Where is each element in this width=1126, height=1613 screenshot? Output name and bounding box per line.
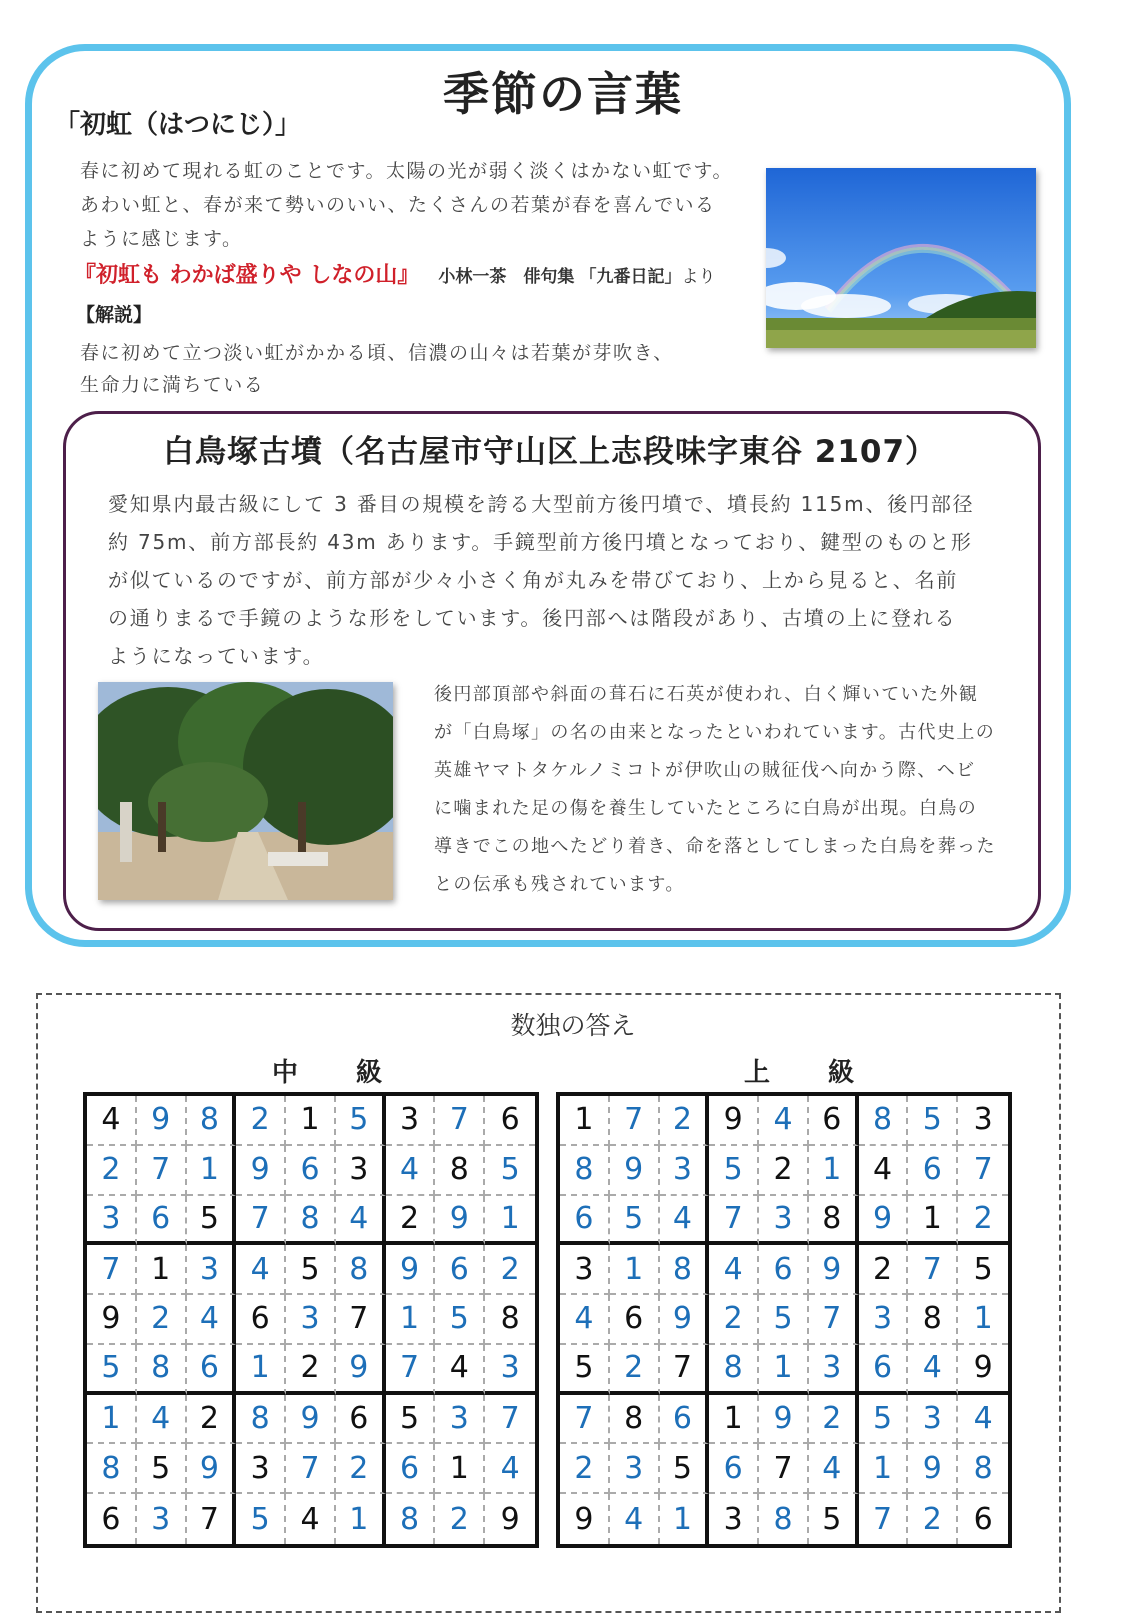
- sudoku-cell: 5: [958, 1245, 1008, 1295]
- kofun-right-line: に噛まれた足の傷を養生していたところに白鳥が出現。白鳥の: [434, 798, 978, 819]
- sudoku-cell: 6: [187, 1345, 237, 1395]
- sudoku-cell: 5: [759, 1295, 809, 1345]
- sudoku-cell: 3: [485, 1345, 535, 1395]
- sudoku-cell: 3: [709, 1494, 759, 1544]
- sudoku-cell: 2: [137, 1295, 187, 1345]
- description-line: あわい虹と、春が来て勢いのいい、たくさんの若葉が春を喜んでいる: [80, 194, 716, 216]
- sudoku-cell: 3: [286, 1295, 336, 1345]
- sudoku-cell: 5: [610, 1196, 660, 1246]
- sudoku-cell: 4: [87, 1096, 137, 1146]
- sudoku-cell: 8: [336, 1245, 386, 1295]
- sudoku-cell: 2: [286, 1345, 336, 1395]
- sudoku-cell: 6: [336, 1395, 386, 1445]
- sudoku-cell: 9: [859, 1196, 909, 1246]
- sudoku-level-label: 上 級: [744, 1058, 871, 1088]
- sudoku-cell: 3: [859, 1295, 909, 1345]
- kofun-line: の通りまるで手鏡のような形をしています。後円部へは階段があり、古墳の上に登れる: [108, 606, 957, 630]
- sudoku-cell: 9: [809, 1245, 859, 1295]
- sudoku-cell: 7: [236, 1196, 286, 1246]
- sudoku-cell: 7: [286, 1444, 336, 1494]
- sudoku-cell: 1: [958, 1295, 1008, 1345]
- description-line: ように感じます。: [80, 228, 243, 250]
- sudoku-cell: 4: [187, 1295, 237, 1345]
- sudoku-cell: 5: [236, 1494, 286, 1544]
- sudoku-cell: 4: [809, 1444, 859, 1494]
- sudoku-cell: 7: [386, 1345, 436, 1395]
- sudoku-cell: 4: [386, 1146, 436, 1196]
- sudoku-cell: 8: [610, 1395, 660, 1445]
- sudoku-cell: 6: [560, 1196, 610, 1246]
- sudoku-cell: 3: [386, 1096, 436, 1146]
- sudoku-cell: 9: [908, 1444, 958, 1494]
- sudoku-cell: 1: [759, 1345, 809, 1395]
- sudoku-cell: 2: [958, 1196, 1008, 1246]
- sudoku-grid-intermediate: [83, 1092, 539, 1548]
- haiku-author: 小林一茶 俳句集: [438, 267, 575, 287]
- sudoku-cell: 9: [958, 1345, 1008, 1395]
- sudoku-cell: 5: [560, 1345, 610, 1395]
- sudoku-cell: 9: [187, 1444, 237, 1494]
- sudoku-cell: 9: [435, 1196, 485, 1246]
- sudoku-cell: 2: [908, 1494, 958, 1544]
- sudoku-cell: 3: [610, 1444, 660, 1494]
- sudoku-cell: 1: [286, 1096, 336, 1146]
- sudoku-cell: 3: [87, 1196, 137, 1246]
- sudoku-title: 数独の答え: [510, 1011, 636, 1040]
- sudoku-cell: 5: [286, 1245, 336, 1295]
- sudoku-cell: 1: [336, 1494, 386, 1544]
- sudoku-cell: 1: [809, 1146, 859, 1196]
- sudoku-cell: 8: [859, 1096, 909, 1146]
- sudoku-cell: 2: [236, 1096, 286, 1146]
- kofun-right-line: との伝承も残されています。: [434, 874, 685, 895]
- sudoku-cell: 5: [485, 1146, 535, 1196]
- kofun-line: ようになっています。: [108, 644, 325, 668]
- sudoku-cell: 5: [809, 1494, 859, 1544]
- kofun-right-line: が「白鳥塚」の名の由来となったといわれています。古代史上の: [434, 722, 996, 743]
- kofun-right-line: 英雄ヤマトタケルノミコトが伊吹山の賊征伐へ向かう際、ヘビ: [434, 760, 976, 781]
- haiku-source: [580, 267, 716, 287]
- sudoku-cell: 1: [709, 1395, 759, 1445]
- haiku-text: 『初虹も わかば盛りや しなの山』: [74, 263, 420, 288]
- description-line: 春に初めて現れる虹のことです。太陽の光が弱く淡くはかない虹です。: [80, 160, 733, 182]
- kaisetsu-label: 【解説】: [76, 304, 153, 326]
- sudoku-cell: 1: [908, 1196, 958, 1246]
- sudoku-cell: 6: [137, 1196, 187, 1246]
- sudoku-cell: 4: [610, 1494, 660, 1544]
- haiku-source-suffix: より: [681, 267, 716, 287]
- sudoku-cell: 2: [859, 1245, 909, 1295]
- kaisetsu-line: 春に初めて立つ淡い虹がかかる頃、信濃の山々は若葉が芽吹き、: [80, 342, 674, 364]
- sudoku-cell: 8: [187, 1096, 237, 1146]
- kaisetsu-line: 生命力に満ちている: [80, 374, 265, 396]
- sudoku-cell: 6: [610, 1295, 660, 1345]
- sudoku-cell: 2: [560, 1444, 610, 1494]
- sudoku-cell: 3: [809, 1345, 859, 1395]
- sudoku-cell: 7: [610, 1096, 660, 1146]
- kofun-line: 約 75m、前方部長約 43m あります。手鏡型前方後円墳となっており、鍵型のものと形: [108, 530, 973, 554]
- sudoku-cell: 7: [435, 1096, 485, 1146]
- sudoku-cell: 7: [709, 1196, 759, 1246]
- season-title: 季節の言葉: [443, 67, 683, 121]
- sudoku-cell: 8: [435, 1146, 485, 1196]
- sudoku-cell: 9: [336, 1345, 386, 1395]
- sudoku-cell: 6: [709, 1444, 759, 1494]
- sudoku-cell: 7: [958, 1146, 1008, 1196]
- sudoku-cell: 7: [336, 1295, 386, 1345]
- sudoku-cell: 4: [759, 1096, 809, 1146]
- sudoku-cell: 8: [958, 1444, 1008, 1494]
- sudoku-cell: 1: [660, 1494, 710, 1544]
- sudoku-cell: 5: [87, 1345, 137, 1395]
- sudoku-cell: 9: [137, 1096, 187, 1146]
- sudoku-cell: 3: [660, 1146, 710, 1196]
- sudoku-cell: 7: [809, 1295, 859, 1345]
- sudoku-cell: 4: [660, 1196, 710, 1246]
- sudoku-cell: 6: [859, 1345, 909, 1395]
- sudoku-cell: 7: [759, 1444, 809, 1494]
- sudoku-cell: 2: [610, 1345, 660, 1395]
- sudoku-cell: 1: [610, 1245, 660, 1295]
- rainbow-photo: [766, 168, 1036, 348]
- sudoku-cell: 8: [286, 1196, 336, 1246]
- word-title: 「初虹（はつにじ）」: [54, 110, 302, 140]
- sudoku-cell: 1: [859, 1444, 909, 1494]
- sudoku-cell: 2: [709, 1295, 759, 1345]
- sudoku-cell: 9: [236, 1146, 286, 1196]
- sudoku-cell: 9: [709, 1096, 759, 1146]
- sudoku-cell: 4: [709, 1245, 759, 1295]
- sudoku-cell: 1: [435, 1444, 485, 1494]
- sudoku-cell: 5: [187, 1196, 237, 1246]
- sudoku-cell: 6: [435, 1245, 485, 1295]
- sudoku-cell: 9: [660, 1295, 710, 1345]
- sudoku-cell: 5: [435, 1295, 485, 1345]
- sudoku-cell: 8: [809, 1196, 859, 1246]
- sudoku-grid-advanced: [556, 1092, 1012, 1548]
- kofun-line: 愛知県内最古級にして 3 番目の規模を誇る大型前方後円墳で、墳長約 115m、後円部径: [108, 492, 975, 516]
- sudoku-cell: 2: [809, 1395, 859, 1445]
- sudoku-cell: 1: [485, 1196, 535, 1246]
- sudoku-cell: 8: [386, 1494, 436, 1544]
- sudoku-cell: 3: [236, 1444, 286, 1494]
- sudoku-cell: 3: [435, 1395, 485, 1445]
- sudoku-cell: 2: [660, 1096, 710, 1146]
- sudoku-cell: 8: [660, 1245, 710, 1295]
- sudoku-cell: 2: [435, 1494, 485, 1544]
- sudoku-cell: 1: [187, 1146, 237, 1196]
- sudoku-cell: 9: [87, 1295, 137, 1345]
- sudoku-cell: 5: [660, 1444, 710, 1494]
- sudoku-cell: 2: [87, 1146, 137, 1196]
- sudoku-cell: 7: [908, 1245, 958, 1295]
- sudoku-cell: 2: [386, 1196, 436, 1246]
- sudoku-cell: 3: [560, 1245, 610, 1295]
- sudoku-cell: 3: [137, 1494, 187, 1544]
- sudoku-cell: 5: [137, 1444, 187, 1494]
- sudoku-cell: 5: [386, 1395, 436, 1445]
- sudoku-cell: 8: [908, 1295, 958, 1345]
- sudoku-cell: 6: [87, 1494, 137, 1544]
- sudoku-cell: 7: [137, 1146, 187, 1196]
- sudoku-cell: 1: [87, 1395, 137, 1445]
- sudoku-cell: 7: [859, 1494, 909, 1544]
- sudoku-cell: 2: [336, 1444, 386, 1494]
- sudoku-cell: 6: [908, 1146, 958, 1196]
- sudoku-cell: 2: [187, 1395, 237, 1445]
- sudoku-cell: 6: [809, 1096, 859, 1146]
- sudoku-cell: 9: [286, 1395, 336, 1445]
- sudoku-cell: 8: [759, 1494, 809, 1544]
- sudoku-cell: 4: [908, 1345, 958, 1395]
- sudoku-cell: 6: [660, 1395, 710, 1445]
- sudoku-cell: 3: [958, 1096, 1008, 1146]
- sudoku-cell: 1: [236, 1345, 286, 1395]
- sudoku-cell: 8: [709, 1345, 759, 1395]
- sudoku-cell: 4: [236, 1245, 286, 1295]
- kofun-line: が似ているのですが、前方部が少々小さく角が丸みを帯びており、上から見ると、名前: [108, 568, 959, 592]
- sudoku-cell: 4: [336, 1196, 386, 1246]
- sudoku-cell: 7: [87, 1245, 137, 1295]
- kofun-right-line: 後円部頂部や斜面の葺石に石英が使われ、白く輝いていた外観: [434, 684, 979, 705]
- sudoku-cell: 4: [435, 1345, 485, 1395]
- sudoku-cell: 5: [709, 1146, 759, 1196]
- sudoku-cell: 7: [485, 1395, 535, 1445]
- kofun-title: 白鳥塚古墳（名古屋市守山区上志段味字東谷 2107）: [162, 434, 938, 470]
- sudoku-cell: 1: [386, 1295, 436, 1345]
- sudoku-cell: 5: [336, 1096, 386, 1146]
- sudoku-cell: 8: [137, 1345, 187, 1395]
- haiku-row: [74, 258, 716, 289]
- sudoku-cell: 6: [973, 1501, 993, 1537]
- sudoku-cell: 2: [759, 1146, 809, 1196]
- sudoku-cell: 1: [137, 1245, 187, 1295]
- sudoku-cell: 8: [485, 1295, 535, 1345]
- sudoku-cell: 6: [485, 1096, 535, 1146]
- sudoku-cell: 8: [560, 1146, 610, 1196]
- sudoku-cell: 6: [759, 1245, 809, 1295]
- sudoku-cell: 3: [759, 1196, 809, 1246]
- sudoku-cell: 4: [286, 1494, 336, 1544]
- kofun-photo: [98, 682, 393, 900]
- sudoku-cell: 4: [485, 1444, 535, 1494]
- sudoku-cell: 6: [286, 1146, 336, 1196]
- sudoku-cell: 9: [759, 1395, 809, 1445]
- kofun-right-line: 導きでこの地へたどり着き、命を落としてしまった白鳥を葬った: [434, 836, 996, 857]
- sudoku-cell: 3: [336, 1146, 386, 1196]
- sudoku-cell: 5: [859, 1395, 909, 1445]
- sudoku-cell: 3: [908, 1395, 958, 1445]
- sudoku-cell: 7: [187, 1494, 237, 1544]
- sudoku-level-label: 中 級: [272, 1058, 399, 1088]
- sudoku-cell: 5: [908, 1096, 958, 1146]
- sudoku-cell: 2: [485, 1245, 535, 1295]
- sudoku-cell: 4: [859, 1146, 909, 1196]
- sudoku-cell: 9: [500, 1501, 520, 1537]
- sudoku-cell: 9: [610, 1146, 660, 1196]
- sudoku-cell: 6: [386, 1444, 436, 1494]
- sudoku-cell: 4: [560, 1295, 610, 1345]
- sudoku-cell: 3: [187, 1245, 237, 1295]
- sudoku-cell: 8: [236, 1395, 286, 1445]
- sudoku-cell: 8: [87, 1444, 137, 1494]
- sudoku-cell: 7: [560, 1395, 610, 1445]
- sudoku-cell: 6: [236, 1295, 286, 1345]
- sudoku-cell: 9: [386, 1245, 436, 1295]
- sudoku-cell: 9: [560, 1494, 610, 1544]
- sudoku-cell: 4: [958, 1395, 1008, 1445]
- sudoku-cell: 7: [660, 1345, 710, 1395]
- haiku-source-title: 「九番日記」: [579, 267, 682, 287]
- sudoku-cell: 1: [560, 1096, 610, 1146]
- sudoku-cell: 4: [137, 1395, 187, 1445]
